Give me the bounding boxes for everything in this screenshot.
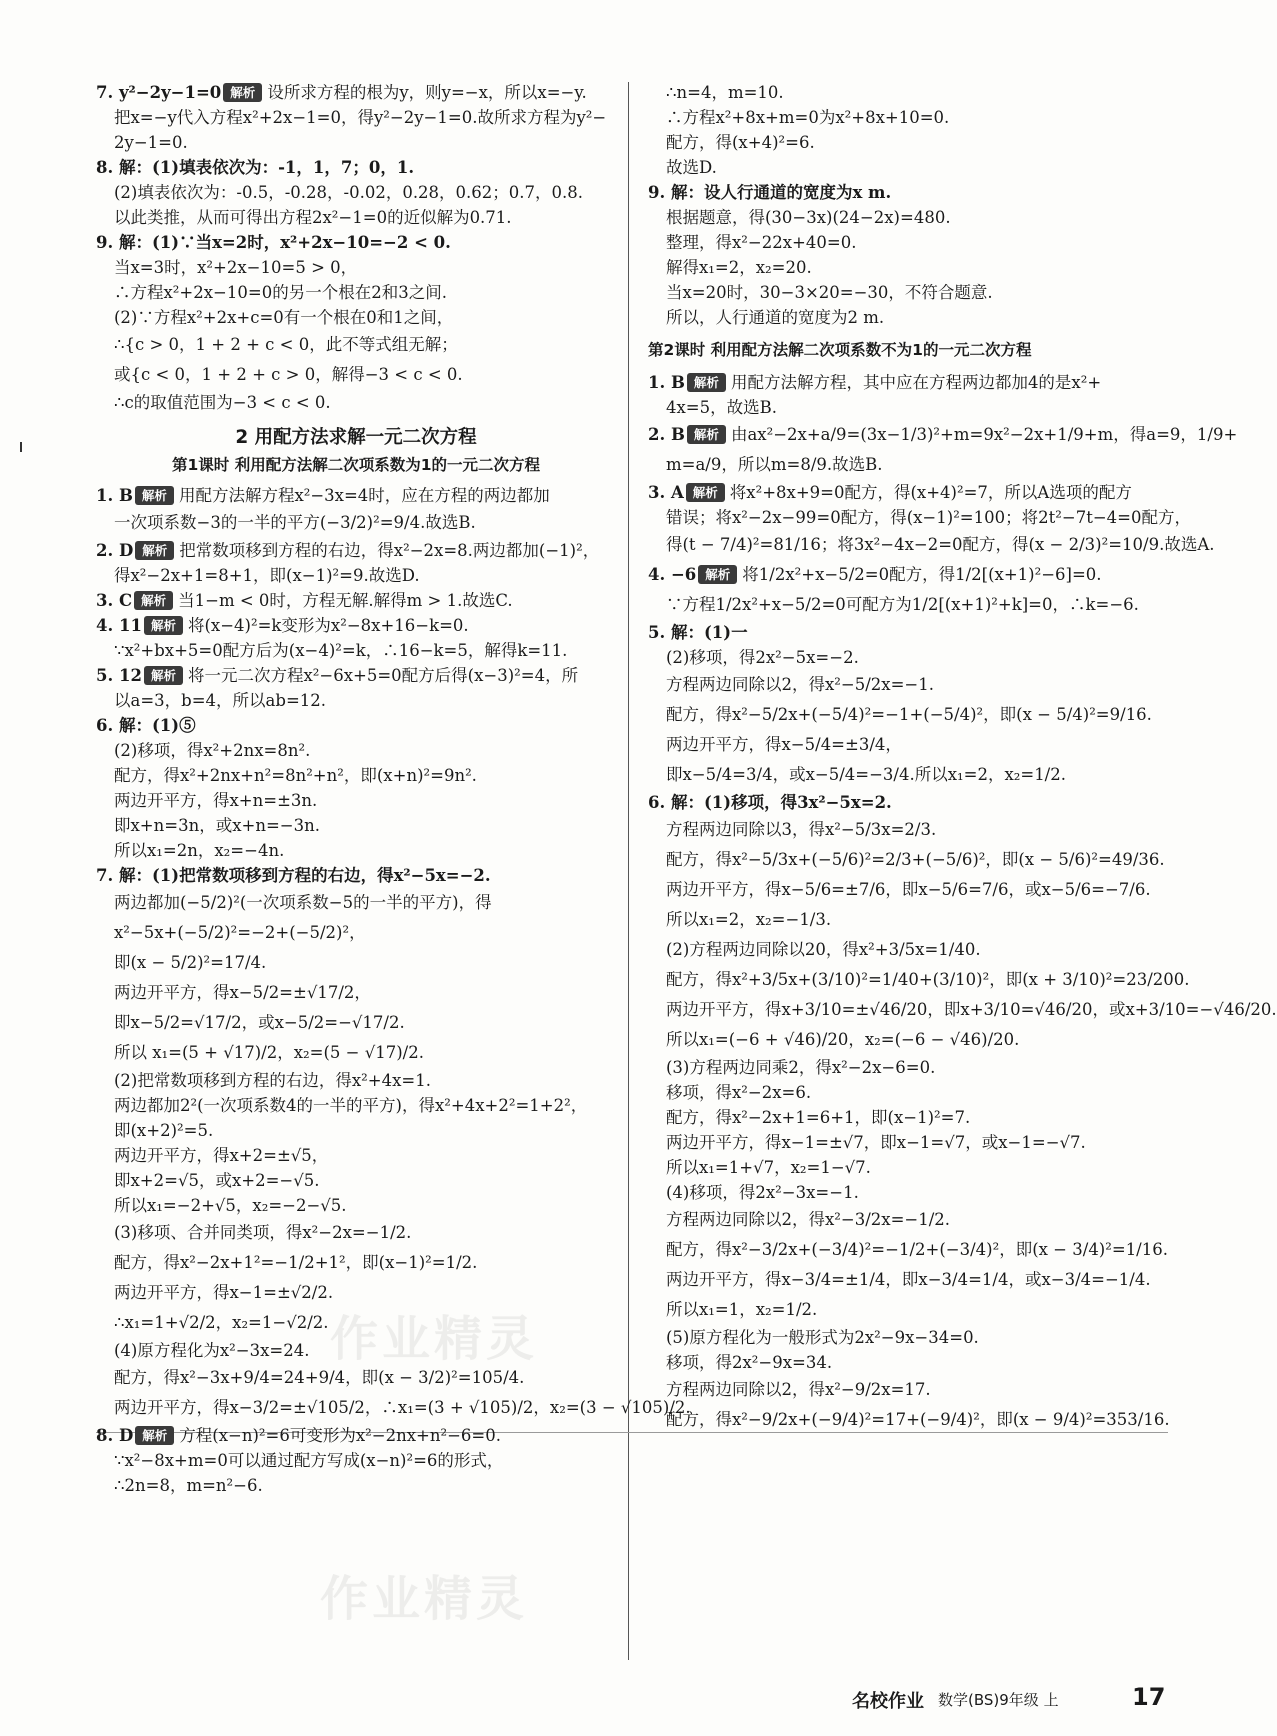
analysis-text: 把常数项移到方程的右边，得x²−2x=8.两边都加(−1)²， [179,541,600,560]
answer-line [648,105,1168,130]
answer-text: 根据题意，得(30−3x)(24−2x)=480. [666,208,951,227]
answer-line [96,1193,616,1218]
answer-line [96,205,616,230]
lesson2-answers [648,370,1277,1435]
answer-text: 8. D [96,1426,134,1445]
answer-text: (4)移项，得2x²−3x=−1. [666,1183,859,1202]
answer-line [96,1118,616,1143]
answer-line [96,1068,616,1093]
analysis-tag: 解析 [687,425,726,444]
answer-text: 两边开平方，得x+n=±3n. [114,791,318,810]
answer-line [648,450,1168,480]
answer-line [96,863,616,888]
answer-line [96,638,616,663]
answer-text: 配方，得(x+4)²=6. [666,133,815,152]
answer-text: 两边开平方，得x−5/6=±7/6，即x−5/6=7/6，或x−5/6=−7/6. [666,880,1151,899]
answer-line [96,280,616,305]
answer-line [648,1325,1168,1350]
answer-line [648,1205,1168,1235]
answer-text: 4. −6 [648,565,697,584]
answer-text: (4)原方程化为x²−3x=24. [114,1341,310,1360]
analysis-tag: 解析 [144,666,183,685]
answer-text: 即x+2=√5，或x+2=−√5. [114,1171,320,1190]
answer-text: 一次项系数−3的一半的平方(−3/2)²=9/4.故选B. [114,513,476,532]
answer-text: 6. 解：(1)⑤ [96,716,196,735]
answer-line [648,255,1168,280]
answer-text: m=a/9，所以m=8/9.故选B. [666,455,883,474]
answer-text: (3)移项、合并同类项，得x²−2x=−1/2. [114,1223,412,1242]
page-number: 17 [1132,1683,1166,1711]
answer-text: 所以x₁=1+√7，x₂=1−√7. [666,1158,871,1177]
answer-text: 两边都加2²(一次项系数4的一半的平方)，得x²+4x+2²=1+2²， [114,1096,588,1115]
answer-line [96,508,616,538]
answer-line [648,1295,1168,1325]
answer-line [648,670,1168,700]
column-divider [628,82,629,1660]
answer-line [96,1248,616,1278]
answer-line [648,1375,1168,1405]
analysis-text: 将一元二次方程x²−6x+5=0配方后得(x−3)²=4，所 [187,666,579,685]
answer-text: 两边开平方，得x+3/10=±√46/20，即x+3/10=√46/20，或x+3/10=−√46/20. [666,1000,1277,1019]
analysis-text: 方程(x−n)²=6可变形为x²−2nx+n²−6=0. [179,1426,501,1445]
answer-line [648,280,1168,305]
answer-text: 2y−1=0. [114,133,188,152]
answer-text: 配方，得x²+3/5x+(3/10)²=1/40+(3/10)²，即(x + 3/10)²=23/200. [666,970,1190,989]
answer-line [648,1025,1168,1055]
answer-line [648,560,1168,590]
answer-line [96,330,616,360]
answer-line [96,1393,691,1423]
answer-line [648,1105,1168,1130]
answer-line [648,1180,1168,1205]
answer-line [96,1423,616,1448]
margin-mark [20,442,22,452]
answer-line [648,305,1168,330]
answer-text: (2)把常数项移到方程的右边，得x²+4x=1. [114,1071,431,1090]
answer-text: 配方，得x²−3x+9/4=24+9/4，即(x − 3/2)²=105/4. [114,1368,525,1387]
answer-text: 4x=5，故选B. [666,398,777,417]
answer-text: 两边开平方，得x−1=±√2/2. [114,1283,334,1302]
answer-text: 两边开平方，得x−5/4=±3/4， [666,735,902,754]
answer-line [96,713,616,738]
answer-text: 所以x₁=(−6 + √46)/20，x₂=(−6 − √46)/20. [666,1030,1020,1049]
answer-text: 方程两边同除以2，得x²−3/2x=−1/2. [666,1210,951,1229]
right-top-answers [648,80,1168,330]
answer-text: 两边开平方，得x−3/2=±√105/2，∴x₁=(3 + √105)/2，x₂=(3 − √105)/2. [114,1398,691,1417]
answer-line [96,948,616,978]
answer-line [648,645,1168,670]
answer-line [648,370,1168,395]
answer-text: ∴x₁=1+√2/2，x₂=1−√2/2. [114,1313,329,1332]
answer-line [96,978,616,1008]
answer-text: 方程两边同除以2，得x²−5/2x=−1. [666,675,934,694]
answer-text: 配方，得x²−3/2x+(−3/4)²=−1/2+(−3/4)²，即(x − 3/4)²=1/16. [666,1240,1168,1259]
answer-line [96,813,616,838]
answer-line [96,1218,616,1248]
answer-line [96,390,616,415]
answer-line [96,918,616,948]
footer-course: 数学(BS)9年级 上 [938,1691,1059,1709]
section-title: 2 用配方法求解一元二次方程 [235,427,477,448]
answer-line [96,80,616,105]
watermark: 作业精灵 [330,1311,539,1367]
answer-line [648,1350,1168,1375]
answer-text: 7. y²−2y−1=0 [96,83,222,102]
answer-line [648,1080,1168,1105]
answer-text: 得(t − 7/4)²=81/16；将3x²−4x−2=0配方，得(x − 2/3)²=10/9.故选A. [666,535,1215,554]
analysis-tag: 解析 [686,483,725,502]
answer-line [96,1008,616,1038]
answer-line [648,80,1168,105]
answer-text: 即(x+2)²=5. [114,1121,214,1140]
answer-line [648,1130,1168,1155]
answer-line [648,1265,1168,1295]
answer-line [648,155,1168,180]
answer-line [648,875,1168,905]
answer-text: 故选D. [666,158,717,177]
answer-text: 配方，得x²+2nx+n²=8n²+n²，即(x+n)²=9n². [114,766,477,785]
answer-text: 当x=20时，30−3×20=−30，不符合题意. [666,283,993,302]
answer-line [96,663,616,688]
answer-text: 5. 解：(1)一 [648,623,748,642]
answer-line [648,420,1238,450]
answer-text: (2)∵方程x²+2x+c=0有一个根在0和1之间， [114,308,454,327]
analysis-text: 用配方法解方程，其中应在方程两边都加4的是x²+ [730,373,1102,392]
lesson1-title: 第1课时 利用配方法解二次项系数为1的一元二次方程 [172,456,540,474]
answer-text: 两边都加(−5/2)²(一次项系数−5的一半的平方)，得 [114,893,492,912]
answer-text: 所以x₁=2，x₂=−1/3. [666,910,832,929]
answer-text: ∴n=4，m=10. [666,83,784,102]
answer-line [648,1155,1168,1180]
answer-text: (2)移项，得x²+2nx=8n². [114,741,311,760]
answer-text: x²−5x+(−5/2)²=−2+(−5/2)²， [114,923,366,942]
answer-line [96,1093,616,1118]
answer-line [96,360,616,390]
answer-line [96,588,616,613]
answer-line [96,563,616,588]
answer-text: 两边开平方，得x−1=±√7，即x−1=√7，或x−1=−√7. [666,1133,1086,1152]
analysis-tag: 解析 [135,1426,174,1445]
answer-line [648,935,1168,965]
answer-text: 3. A [648,483,684,502]
answer-text: 整理，得x²−22x+40=0. [666,233,857,252]
answer-text: 配方，得x²−5/2x+(−5/4)²=−1+(−5/4)²，即(x − 5/4)²=9/16. [666,705,1152,724]
answer-text: ∴方程x²+8x+m=0为x²+8x+10=0. [666,108,950,127]
answer-text: 7. 解：(1)把常数项移到方程的右边，得x²−5x=−2. [96,866,491,885]
answer-text: (2)方程两边同除以20，得x²+3/5x=1/40. [666,940,981,959]
answer-text: (2)移项，得2x²−5x=−2. [666,648,859,667]
answer-text: ∵x²+bx+5=0配方后为(x−4)²=k，∴16−k=5，解得k=11. [114,641,568,660]
answer-text: 方程两边同除以3，得x²−5/3x=2/3. [666,820,937,839]
answer-text: 5. 12 [96,666,142,685]
answer-line [648,505,1191,530]
answer-text: ∵x²−8x+m=0可以通过配方写成(x−n)²=6的形式， [114,1451,504,1470]
analysis-tag: 解析 [135,486,174,505]
answer-text: ∴2n=8，m=n²−6. [114,1476,263,1495]
answer-line [96,538,616,563]
answer-text: 移项，得x²−2x=6. [666,1083,812,1102]
answer-line [648,790,1168,815]
analysis-tag: 解析 [135,541,174,560]
analysis-text: 当1−m < 0时，方程无解.解得m > 1.故选C. [178,591,513,610]
answer-line [648,1055,1168,1080]
analysis-text: 由ax²−2x+a/9=(3x−1/3)²+m=9x²−2x+1/9+m，得a=9，1/9+ [730,425,1238,444]
answer-text: 当x=3时，x²+2x−10=5 > 0， [114,258,358,277]
analysis-tag: 解析 [687,373,726,392]
answer-text: 9. 解：设人行通道的宽度为x m. [648,183,892,202]
answer-text: 4. 11 [96,616,142,635]
answer-line [96,1473,616,1498]
analysis-text: 将x²+8x+9=0配方，得(x+4)²=7，所以A选项的配方 [729,483,1132,502]
answer-line [96,888,616,918]
answer-line [648,395,1168,420]
right-column [648,80,1277,1435]
answer-line [96,788,616,813]
analysis-text: 将1/2x²+x−5/2=0配方，得1/2[(x+1)²−6]=0. [742,565,1102,584]
answer-text: (5)原方程化为一般形式为2x²−9x−34=0. [666,1328,979,1347]
answer-text: 所以x₁=1，x₂=1/2. [666,1300,818,1319]
analysis-text: 设所求方程的根为y，则y=−x，所以x=−y. [267,83,587,102]
analysis-tag: 解析 [223,83,262,102]
answer-text: 1. B [96,486,133,505]
answer-line [96,688,616,713]
answer-text: 移项，得2x²−9x=34. [666,1353,833,1372]
answer-text: 9. 解：(1)∵当x=2时，x²+2x−10=−2 < 0. [96,233,451,252]
analysis-tag: 解析 [698,565,737,584]
watermark: 作业精灵 [320,1571,529,1627]
answer-text: 所以，人行通道的宽度为2 m. [666,308,885,327]
answer-line [648,530,1215,560]
answer-line [648,905,1168,935]
answer-line [648,590,1168,620]
answer-line [648,760,1168,790]
answer-line [648,730,1168,760]
answer-line [96,130,616,155]
answer-line [648,480,1168,505]
analysis-text: 用配方法解方程x²−3x=4时，应在方程的两边都加 [178,486,550,505]
answer-line [648,995,1277,1025]
answer-text: 所以x₁=2n，x₂=−4n. [114,841,285,860]
answer-text: 所以x₁=−2+√5，x₂=−2−√5. [114,1196,347,1215]
answer-line [96,230,616,255]
answer-text: 把x=−y代入方程x²+2x−1=0，得y²−2y−1=0.故所求方程为y²− [114,108,607,127]
analysis-text: 将(x−4)²=k变形为x²−8x+16−k=0. [187,616,469,635]
answer-line [96,255,616,280]
answer-text: 6. 解：(1)移项，得3x²−5x=2. [648,793,892,812]
answer-line [96,305,616,330]
answer-line [96,155,616,180]
answer-line [648,965,1190,995]
answer-text: 以a=3，b=4，所以ab=12. [114,691,327,710]
answer-line [96,738,616,763]
answer-text: 1. B [648,373,685,392]
answer-text: ∴方程x²+2x−10=0的另一个根在2和3之间. [114,283,447,302]
answer-text: ∵方程1/2x²+x−5/2=0可配方为1/2[(x+1)²+k]=0，∴k=−6. [666,595,1139,614]
answer-line [648,180,1168,205]
answer-line [96,613,616,638]
answer-text: 两边开平方，得x−3/4=±1/4，即x−3/4=1/4，或x−3/4=−1/4. [666,1270,1151,1289]
answer-text: 即x−5/2=√17/2，或x−5/2=−√17/2. [114,1013,405,1032]
answer-line [96,1038,616,1068]
answer-text: 两边开平方，得x+2=±√5， [114,1146,329,1165]
answer-text: 即x+n=3n，或x+n=−3n. [114,816,320,835]
answer-text: 2. B [648,425,685,444]
page-footer [0,1685,1250,1715]
answer-text: ∴{c > 0，1 + 2 + c < 0，此不等式组无解； [114,335,458,354]
answer-line [648,130,1168,155]
answer-line [96,180,616,205]
answer-text: 两边开平方，得x−5/2=±√17/2， [114,983,371,1002]
footer-brand: 名校作业 [852,1691,924,1712]
answer-line [648,1405,1168,1435]
answer-text: (2)填表依次为：-0.5，-0.28，-0.02，0.28，0.62；0.7，0.8. [114,183,584,202]
answer-text: 配方，得x²−2x+1=6+1，即(x−1)²=7. [666,1108,971,1127]
answer-line [648,845,1168,875]
answer-text: 或{c < 0，1 + 2 + c > 0，解得−3 < c < 0. [114,365,463,384]
left-top-answers [96,80,616,415]
answer-text: 所以 x₁=(5 + √17)/2，x₂=(5 − √17)/2. [114,1043,424,1062]
answer-line [96,1448,616,1473]
answer-line [648,620,1168,645]
answer-line [648,1235,1168,1265]
answer-text: 3. C [96,591,133,610]
answer-line [96,105,616,130]
answer-text: 得x²−2x+1=8+1，即(x−1)²=9.故选D. [114,566,420,585]
answer-text: 错误；将x²−2x−99=0配方，得(x−1)²=100；将2t²−7t−4=0配方， [666,508,1191,527]
answer-text: 配方，得x²−2x+1²=−1/2+1²，即(x−1)²=1/2. [114,1253,478,1272]
answer-line [96,838,616,863]
answer-text: 即(x − 5/2)²=17/4. [114,953,267,972]
answer-line [648,230,1168,255]
answer-text: ∴c的取值范围为−3 < c < 0. [114,393,331,412]
lesson2-title: 第2课时 利用配方法解二次项系数不为1的一元二次方程 [648,341,1032,359]
analysis-tag: 解析 [134,591,173,610]
answer-text: 方程两边同除以2，得x²−9/2x=17. [666,1380,931,1399]
answer-text: 即x−5/4=3/4，或x−5/4=−3/4.所以x₁=2，x₂=1/2. [666,765,1066,784]
answer-line [648,205,1168,230]
answer-text: 8. 解：(1)填表依次为：-1，1，7；0，1. [96,158,415,177]
answer-line [96,763,616,788]
answer-line [648,700,1168,730]
answer-text: 以此类推，从而可得出方程2x²−1=0的近似解为0.71. [114,208,512,227]
answer-text: 解得x₁=2，x₂=20. [666,258,812,277]
answer-text: 2. D [96,541,134,560]
answer-text: 配方，得x²−5/3x+(−5/6)²=2/3+(−5/6)²，即(x − 5/6)²=49/36. [666,850,1165,869]
answer-text: (3)方程两边同乘2，得x²−2x−6=0. [666,1058,936,1077]
answer-line [96,483,616,508]
answer-text: 配方，得x²−9/2x+(−9/4)²=17+(−9/4)²，即(x − 9/4)²=353/16. [666,1410,1170,1429]
answer-line [648,815,1168,845]
answer-line [96,1168,616,1193]
analysis-tag: 解析 [144,616,183,635]
answer-line [96,1143,616,1168]
